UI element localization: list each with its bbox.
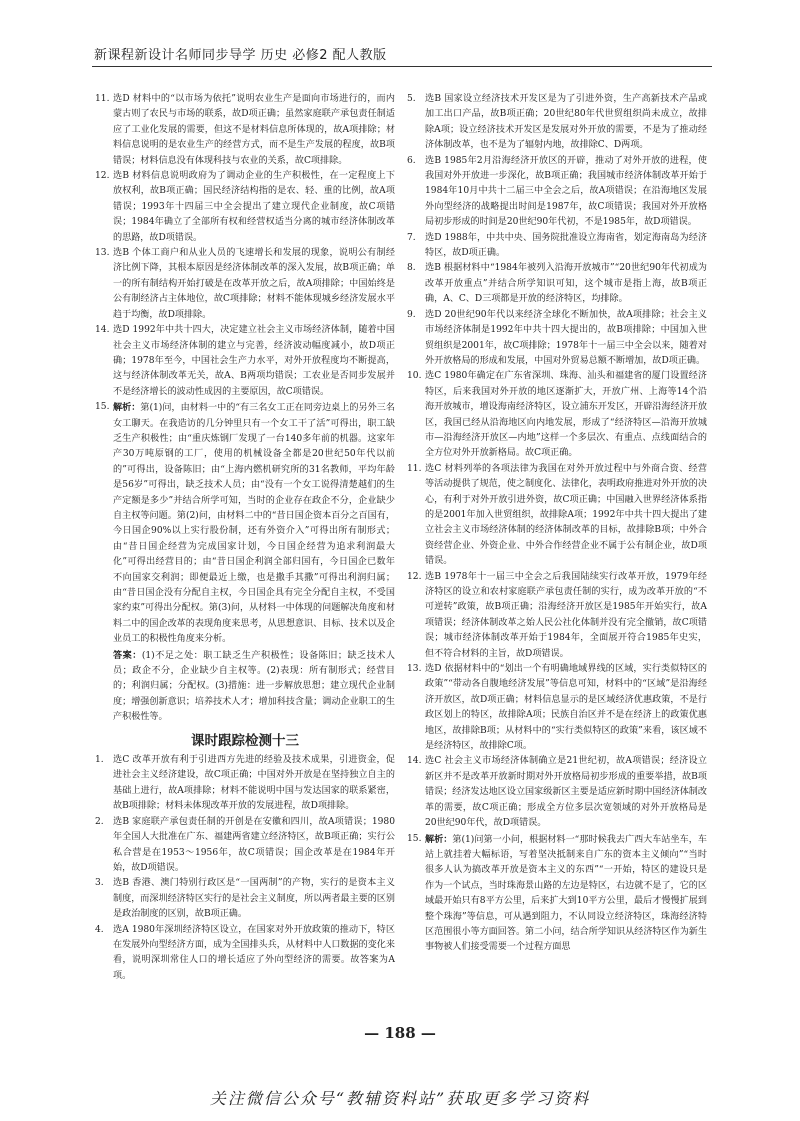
answer-text: 选B 个体工商户和从业人员的飞速增长和发展的现象，说明公有制经济比例下降，其根本原因是经济体制改革的深入发展，故B项正确；单一的所有制结构开始打破是在改革开放之后，故A项排除；中国始终是公有制经济占主体地位，故C项排除；材料不能体现城乡经济发展水平趋于均衡，故D项排除。	[113, 248, 395, 320]
answer-text: 选B 国家设立经济技术开发区是为了引进外资，生产高新技术产品或加工出口产品，故B项正确；20世纪80年代世贸组织尚未成立，故排除A项；设立经济技术开发区是发展对外开放的需要，不是为了推动经济体制改革，也不是为了辐射内地，故排除C、D两项。	[425, 94, 707, 151]
answer-item	[407, 231, 707, 262]
answer-text: 选D 材料中的“以市场为依托”说明农业生产是面向市场进行的，而内蒙古则了农民与市场的联系，故D项正确；虽然家庭联产承包责任制适应了工业化发展的需要，但这不是材料信息所体现的，故A项排除；材料信息说明的是农业生产的经营方式，而不是生产发展的程度，故B项错误；材料信息没有体现科技与农业的关系，故C项排除。	[113, 94, 395, 166]
answer-label: 答案：	[113, 649, 142, 661]
answer-number: 11.	[95, 94, 110, 104]
answer-text: 选C 社会主义市场经济体制确立是21世纪初，故A项错误；经济设立新区并不是改革开放新时期对外开放格局初步形成的重要举措，故B项错误；经济发达地区设立国家级新区主要是适应新时期中国经济体制改革的需要，故C项正确；形成全方位多层次宽领域的对外开放格局是20世纪90年代，故D项错误。	[425, 756, 707, 829]
footer-note: 关注微信公众号“教辅资料站”获取更多学习资料	[209, 1089, 591, 1108]
answer-item	[407, 154, 707, 231]
answer-item	[407, 662, 707, 754]
answer-label: 解析：	[425, 833, 453, 845]
answer-number: 10.	[407, 371, 422, 382]
answer-number: 12.	[407, 571, 422, 582]
answer-number: 13.	[95, 248, 110, 259]
answer-item	[407, 261, 707, 307]
answer-item	[95, 648, 395, 726]
answer-number: 11.	[407, 463, 422, 474]
right-column	[407, 92, 707, 956]
answer-text: 选C 材料列举的各项法律为我国在对外开放过程中与外商合资、经营等活动提供了规范，使之制度化、法律化，表明政府推进对外开放的决心，有利于对外开放引进外资，故C项正确；中国融入世界经济体系指的是2001年加入世贸组织，故排除A项；1992年中共十四大提出了建立社会主义市场经济体制的经济体制改革的目标，故排除B项；中外合资经营企业、外资企业、中外合作经营企业不属于公有制企业，故D项错误。	[425, 463, 707, 567]
answer-item	[407, 570, 707, 662]
answer-text: 选A 1980年深圳经济特区设立，在国家对外开放政策的推动下，特区在发展外向型经济方面，成为全国排头兵，从材料中人口数据的变化来看，说明深圳常住人口的增长适应了外向型经济的需要。故答案为A项。	[113, 924, 395, 981]
answer-item	[95, 753, 395, 815]
answer-number: 4.	[95, 924, 104, 935]
answer-item	[95, 400, 395, 648]
answer-number: 14.	[407, 756, 422, 767]
answer-text: 第(1)问，由材料一中的“有三名女工正在同旁边桌上的另外三名女工聊天。在我造访的几分钟里只有一个女工干了活”可得出，职工缺乏生产积极性；由“重庆炼钢厂发现了一台140多年前的机器。这家年产30万吨原钢的工厂，使用的机械设备全都是20世纪50年代以前的”可得出，设备陈旧；由“上海内燃机研究所的31名教师，平均年龄是56岁”可得出，缺乏技术人员；由“没有一个女工说得清楚越们的生产定额是多少”并结合所学可知，当时的企业存在政企不分，企业缺少自主权等问题。第(2)问，由材料二中的“昔日国企资本百分之百国有，今日国企90%以上实行股份制，还有外资介入”可得出所有制形式；由“昔日国企经营为完成国家计划，今日国企经营为追求利润最大化”可得出经营目的；由“昔日国企利润全部归国有，今日国企已数年不向国家交利润；即便最近上缴，也是撒手其撒”可得出利润归属；由“昔日国企没有分配自主权，今日国企具有完全分配自主权，不受国家约束”可得出分配权。第(3)问，从材料一中体现的问题解决角度和材料二中的国企改革的表现角度来思考，从思想意识、目标、技术以及企业员工的积极性角度来分析。	[113, 403, 395, 645]
answer-text: 选D 20世纪90年代以来经济全球化不断加快，故A项排除；社会主义市场经济体制是1992年中共十四大提出的，故B项排除；中国加入世贸组织是2001年，故C项排除；1978年十一届三中全会以来，随着对外开放格局的形成和发展，中国对外贸易总额不断增加，故D项正确。	[425, 309, 707, 366]
answer-item	[95, 92, 395, 169]
page-number: — 188 —	[364, 1024, 436, 1042]
answer-text: 选B 1978年十一届三中全会之后我国陆续实行改革开放，1979年经济特区的设立和农村家庭联产承包责任制的实行，成为改革开放的“不可逆转”政策，故B项正确；沿海经济开放区是1985年开始实行，故A项错误；经济体制改革之始人民公社化体制并没有完全撤销，故C项错误；城市经济体制改革开始于1984年，全面展开符合1985年史实，但不符合材料的主旨，故D项错误。	[425, 571, 707, 659]
answer-number: 7.	[407, 232, 416, 243]
answer-text: 选B 1985年2月沿海经济开放区的开辟，推动了对外开放的进程，使我国对外开放进一步深化，故B项正确；我国城市经济体制改革开始于1984年10月中共十二届三中全会之后，故A项错误；在沿海地区发展外向型经济的战略提出时间是1987年，故C项错误；我国对外开放格局初步形成的时间是20世纪90年代初，不是1985年，故D项错误。	[425, 155, 707, 228]
answer-number: 6.	[407, 155, 416, 166]
answer-number: 15.	[95, 402, 110, 413]
answer-text: 选D 1992年中共十四大，决定建立社会主义市场经济体制，随着中国社会主义市场经济体制的建立与完善，经济波动幅度减小，故D项正确；1978年至今，中国社会生产力水平，对外开放程度均不断提高，这与经济体制改革无关，故A、B两项均错误；工农业是否同步发展并不是经济增长的波动性成因的主要原因，故C项错误。	[113, 325, 395, 397]
answer-text: 选B 香港、澳门特别行政区是“一国两制”的产物，实行的是资本主义制度，而深圳经济特区实行的是社会主义制度，所以两者最主要的区别是政治制度的区别，故B项正确。	[113, 878, 395, 920]
answer-text: 选C 1980年确定在广东省深圳、珠海、汕头和福建省的厦门设置经济特区，后来我国对外开放的地区逐渐扩大，开放广州、上海等14个沿海开放城市，增设海南经济特区，设立浦东开发区，开辟沿海经济开放区，我国已经从沿海地区向内地发展，形成了“经济特区—沿海开放城市—沿海经济开放区—内地”这样一个多层次、有重点、点线面结合的全方位对外开放新格局。故C项正确。	[425, 371, 707, 459]
answer-text: 选B 家庭联产承包责任制的开创是在安徽和四川，故A项错误；1980年全国人大批准在广东、福建两省建立经济特区，故B项正确；实行公私合营是在1953～1956年，故C项错误；国企改革是在1984年开始，故D项错误。	[113, 816, 395, 873]
answer-item	[407, 462, 707, 570]
answer-item	[95, 169, 395, 246]
answer-item	[407, 92, 707, 154]
answer-number: 3.	[95, 878, 104, 889]
answer-number: 2.	[95, 816, 104, 827]
answer-item	[407, 369, 707, 461]
answer-item	[407, 308, 707, 370]
answer-text: 选B 材料信息说明政府为了调动企业的生产积极性，在一定程度上下放权利，故B项正确；国民经济结构指的是农、轻、重的比例，故A项错误；1993年十四届三中全会提出了建立现代企业制度，故C项错误；1984年确立了全部所有权和经营权适当分离的城市经济体制改革的思路，故D项错误。	[113, 171, 395, 243]
answer-item	[407, 754, 707, 831]
answer-text: (1)不足之处：职工缺乏生产积极性；设备陈旧；缺乏技术人员；政企不分，企业缺少自主权等。(2)表现：所有制形式；经营目的；利润归属；分配权。(3)措施：进一步解放思想；建立现代企业制度；增强创新意识；培养技术人才；增加科技含量；调动企业职工的生产积极性等。	[113, 650, 395, 723]
answer-text: 选B 根据材料中“1984年被列入沿海开放城市”“20世纪90年代初成为改革开放重点”并结合所学知识可知，这个城市是指上海，故B项正确，A、C、D三项都是开放的经济特区，均排除。	[425, 263, 707, 305]
answer-list-left-2	[95, 753, 395, 984]
answer-list-left	[95, 92, 395, 726]
answer-item	[95, 876, 395, 922]
header-title: 新课程新设计名师同步导学 历史 必修2 配人教版	[94, 48, 387, 63]
left-column	[95, 92, 395, 984]
answer-number: 1.	[95, 755, 104, 766]
answer-number: 15.	[407, 833, 422, 844]
answer-number: 14.	[95, 325, 110, 336]
section-title: 课时跟踪检测十三	[191, 732, 299, 749]
answer-text: 选D 依据材料中的“划出一个有明确地域界线的区域，实行类似特区的政策”“带动各自腹地经济发展”等信息可知，材料中的“区域”是沿海经济开放区，故D项正确；材料信息显示的是区域经济优惠政策，不是行政区划上的特区，故排除A项；民族自治区并不是在经济上的政策优惠地区，故排除B项；从材料中的“实行类似特区的政策”来看，该区域不是经济特区，故排除C项。	[425, 664, 707, 752]
answer-number: 8.	[407, 263, 416, 274]
answer-item	[407, 832, 707, 956]
answer-text: 第(1)问第一小问，根据材料一“那时候我去广西大车站坐车，车站上就挂着大幅标语，写着坚决抵制来自广东的资本主义倾向”“当时很多人认为搞改革开放是资本主义的东西”“一开始，特区的建设只是作为一个试点，当时珠海景山路的左边是特区，右边就不是了，它的区域最开始只有8平方公里，后来扩大到10平方公里，最后才慢慢扩展到整个珠海”等信息，可从遇到阻力，不认同设立经济特区，珠海经济特区范围很小等方面回答。第二小问，结合所学知识从经济特区作为新生事物被人们接受需要一个过程方面思	[425, 834, 707, 953]
answer-item	[95, 815, 395, 877]
answer-number: 9.	[407, 309, 416, 320]
answer-item	[95, 323, 395, 400]
answer-item	[95, 246, 395, 323]
answer-list-right	[407, 92, 707, 956]
answer-label: 解析：	[113, 402, 141, 414]
answer-number: 12.	[95, 171, 110, 182]
answer-number: 13.	[407, 664, 422, 675]
page-header	[92, 40, 712, 67]
answer-text: 选C 改革开放有利于引进西方先进的经验及技术成果，引进资金，促进社会主义经济建设，故C项正确；中国对外开放是在坚持独立自主的基础上进行，故A项排除；材料不能说明中国与发达国家的联系紧密，故B项排除；材料未体现改革开放的发展进程，故D项排除。	[113, 755, 395, 812]
answer-item	[95, 923, 395, 985]
answer-text: 选D 1988年，中共中央、国务院批准设立海南省，划定海南岛为经济特区，故D项正确。	[425, 232, 707, 259]
answer-number: 5.	[407, 94, 416, 104]
